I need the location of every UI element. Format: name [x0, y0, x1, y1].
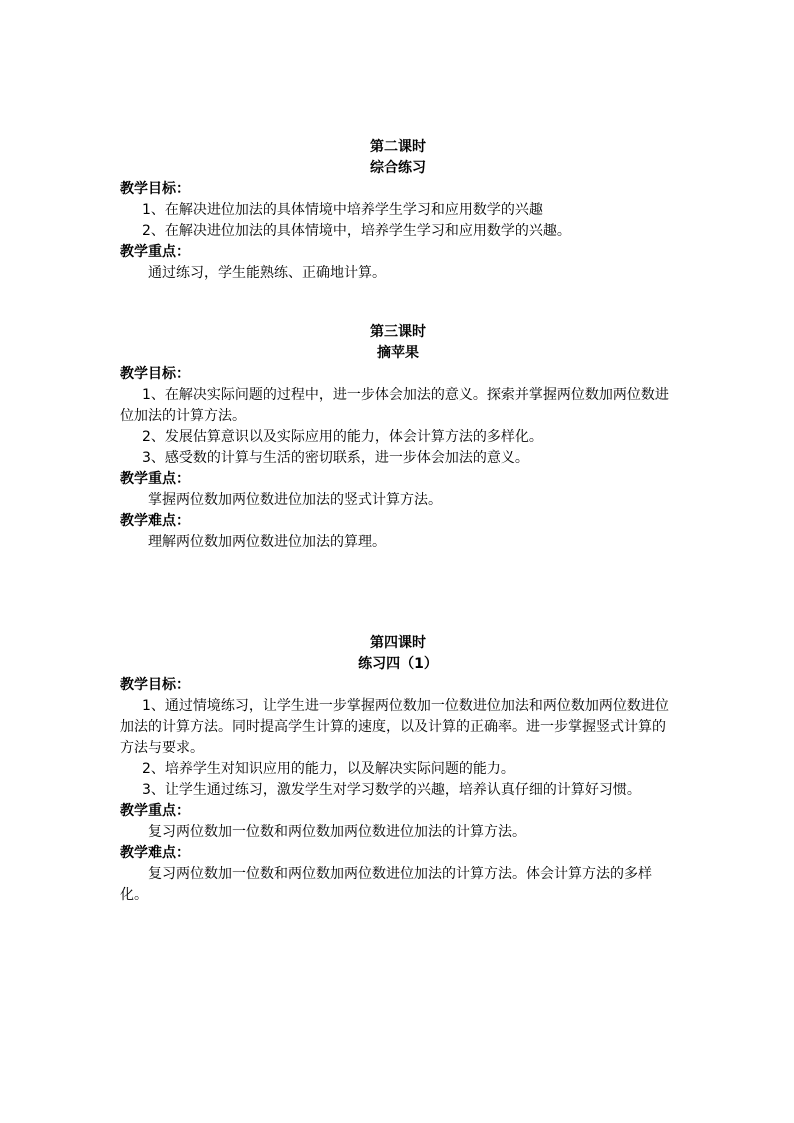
objective-item: 2、发展估算意识以及实际应用的能力，体会计算方法的多样化。: [142, 429, 543, 445]
objective-item: 3、感受数的计算与生活的密切联系，进一步体会加法的意义。: [142, 450, 529, 466]
difficulty-text: 复习两位数加一位数和两位数加两位数进位加法的计算方法。体会计算方法的多样化。: [120, 866, 652, 903]
lesson-section: [120, 633, 676, 906]
section-spacer: [120, 284, 676, 322]
lesson-number: 第二课时: [370, 139, 426, 155]
lesson-title: 练习四（1）: [358, 656, 438, 672]
difficulty-heading: 教学难点：: [120, 845, 190, 861]
document-body: [120, 137, 676, 906]
objectives-heading: 教学目标：: [120, 366, 190, 382]
objective-item: 1、在解决进位加法的具体情境中培养学生学习和应用数学的兴趣: [142, 202, 543, 218]
section-spacer: [120, 553, 676, 633]
difficulty-text: 理解两位数加两位数进位加法的算理。: [148, 534, 386, 550]
objective-item: 2、在解决进位加法的具体情境中，培养学生学习和应用数学的兴趣。: [142, 223, 571, 239]
keypoint-text: 掌握两位数加两位数进位加法的竖式计算方法。: [148, 492, 442, 508]
lesson-title: 综合练习: [370, 160, 426, 176]
objective-item: 2、培养学生对知识应用的能力，以及解决实际问题的能力。: [142, 761, 515, 777]
lesson-section: [120, 322, 676, 553]
objectives-heading: 教学目标：: [120, 181, 190, 197]
objective-item: 1、通过情境练习，让学生进一步掌握两位数加一位数进位加法和两位数加两位数进位加法的计算方法。同时提高学生计算的速度，以及计算的正确率。进一步掌握竖式计算的方法与要求。: [120, 698, 669, 756]
keypoint-heading: 教学重点：: [120, 471, 190, 487]
keypoint-heading: 教学重点：: [120, 803, 190, 819]
objective-item: 3、让学生通过练习，激发学生对学习数学的兴趣，培养认真仔细的计算好习惯。: [142, 782, 641, 798]
objective-item: 1、在解决实际问题的过程中，进一步体会加法的意义。探索并掌握两位数加两位数进位加法的计算方法。: [120, 387, 669, 424]
lesson-number: 第四课时: [370, 635, 426, 651]
lesson-title: 摘苹果: [377, 345, 419, 361]
keypoint-text: 复习两位数加一位数和两位数加两位数进位加法的计算方法。: [148, 824, 526, 840]
objectives-heading: 教学目标：: [120, 677, 190, 693]
difficulty-heading: 教学难点：: [120, 513, 190, 529]
keypoint-heading: 教学重点：: [120, 244, 190, 260]
keypoint-text: 通过练习，学生能熟练、正确地计算。: [148, 265, 386, 281]
lesson-section: [120, 137, 676, 284]
lesson-number: 第三课时: [370, 324, 426, 340]
